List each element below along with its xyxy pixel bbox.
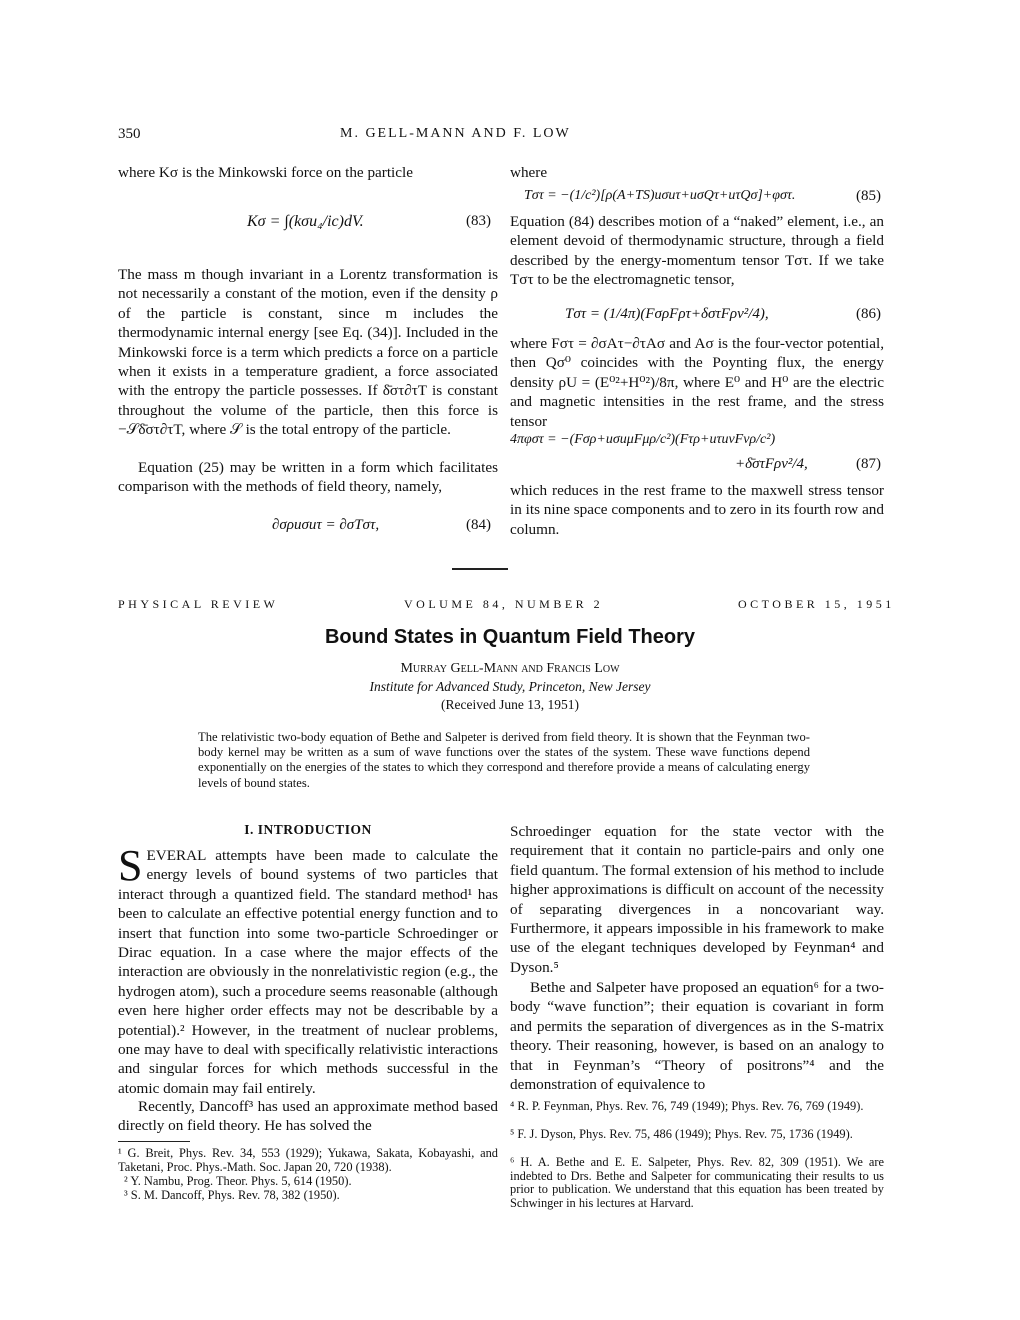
journal-name: PHYSICAL REVIEW [118,597,279,611]
dancoff-paragraph: Recently, Dancoff³ has used an approximate method based directly on field theory. He has solved the [118,1098,498,1135]
minkowski-intro: where Kσ is the Minkowski force on the particle [118,164,413,181]
footnote-2: ² Y. Nambu, Prog. Theor. Phys. 5, 614 (1950). [124,1174,352,1188]
equation-84-number: (84) [466,517,491,533]
article-title: Bound States in Quantum Field Theory [324,626,696,648]
drop-cap: S [118,841,143,890]
intro-paragraph-text: EVERAL attempts have been made to calculate the energy levels of bound systems of two particles that interact through a quantized field. The standard method¹ has been to calculate an effective potential energy function and to insert that function into some two-particle Schroedinger or Dirac equation. In a case where the major effects of the interaction are obviously in the nonrelativistic region (e.g., the hydrogen atom), such a procedure seems reasonable (although even here higher order effects may not be describable by a potential).² However, in the treatment of nuclear problems, one may have to deal with specifically relativistic interactions and singular forces for which methods successful in the atomic domain may fail entirely. [118,847,498,1097]
where-label: where [510,164,548,181]
section-heading: I. INTRODUCTION [244,822,372,837]
equation-83-number: (83) [466,213,491,229]
equation-25-paragraph: Equation (25) may be written in a form which facilitates comparison with the methods of field theory, namely, [118,459,498,496]
naked-element-paragraph: Equation (84) describes motion of a “naked” element, i.e., an element devoid of thermodynamic structure, through a field described by the energy-momentum tensor Tστ. If we take Tστ to be the electromagnetic tensor, [510,213,884,289]
running-title: M. GELL-MANN AND F. LOW [340,126,571,141]
equation-84: ∂σρuσuτ = ∂σTστ, [272,517,380,533]
equation-86: Tστ = (1/4π)(FσρFρτ+δστFρν²/4), [565,306,769,322]
authors: Murray Gell-Mann and Francis Low [400,661,620,676]
footnote-1: ¹ G. Breit, Phys. Rev. 34, 553 (1929); Yukawa, Sakata, Kobayashi, and Taketani, Proc. Phys.-Math. Soc. Japan 20, 720 (1938). [118,1146,498,1174]
intro-paragraph [118,841,498,1098]
footnote-5: ⁵ F. J. Dyson, Phys. Rev. 75, 486 (1949); Phys. Rev. 75, 1736 (1949). [510,1127,853,1141]
equation-87-number: (87) [856,456,881,472]
abstract: The relativistic two-body equation of Bethe and Salpeter is derived from field theory. It is shown that the Feynman two-body kernel may be written as a sum of wave functions over the states of the system. These wave functions depend exponentially on the energies of the states to which they correspond and therefore provide a means of calculating energy levels of bound states. [198,730,810,790]
section-divider [452,568,508,570]
page-number: 350 [118,126,141,142]
equation-86-number: (86) [856,306,881,322]
bethe-salpeter-paragraph: Bethe and Salpeter have proposed an equation⁶ for a two-body “wave function”; their equation is covariant in form and permits the separation of divergences as in the S-matrix theory. Their reasoning, however, is based on an analogy to that in Feynman’s “Theory of positrons”⁴ and the demonstration of equivalence to [510,979,884,1094]
footnote-3: ³ S. M. Dancoff, Phys. Rev. 78, 382 (1950). [124,1188,340,1202]
equation-83: Kσ = ∫(kσu₄/ic)dV. [247,213,364,230]
footnote-6: ⁶ H. A. Bethe and E. E. Salpeter, Phys. Rev. 82, 309 (1951). We are indebted to Drs. Bethe and Salpeter for communicating their results to us prior to publication. We understand that this equation has been treated by Schwinger in his lectures at Harvard. [510,1155,884,1210]
footnote-4: ⁴ R. P. Feynman, Phys. Rev. 76, 749 (1949); Phys. Rev. 76, 769 (1949). [510,1099,864,1113]
schroedinger-paragraph: Schroedinger equation for the state vector with the requirement that it contain no particle-pairs and only one field quantum. The formal extension of his method to include higher approximations is difficult on account of the necessity of separating divergences in a noncovariant way. Furthermore, it appears impossible in his framework to make use of the elegant techniques developed by Feynman⁴ and Dyson.⁵ [510,823,884,976]
volume-number: VOLUME 84, NUMBER 2 [404,597,604,611]
institution: Institute for Advanced Study, Princeton, New Jersey [369,679,651,694]
equation-85-number: (85) [856,188,881,204]
footnote-rule-left [118,1141,190,1142]
equation-87-line1: 4πφστ = −(Fσρ+uσuμFμρ/c²)(Fτρ+uτuνFνρ/c²) [510,432,776,447]
four-vector-paragraph: where Fστ = ∂σAτ−∂τAσ and Aσ is the four-vector potential, then Qσ⁰ coincides with the Poynting flux, the energy density ρU = (E⁰²+H⁰²)/8π, where E⁰ and H⁰ are the electric and magnetic intensities in the rest frame, and the stress tensor [510,335,884,430]
received-date: (Received June 13, 1951) [441,697,579,712]
mass-paragraph: The mass m though invariant in a Lorentz transformation is not necessarily a constant of the motion, even if the density ρ of the particle is constant, since m includes the thermodynamic internal energy [see Eq. (34)]. Included in the Minkowski force is a term which predicts a force on a particle when it exists in a temperature gradient, a force associated with the entropy the particle possesses. If δ̄στ∂τT is constant throughout the volume of the particle, then this force is −𝒮δ̄στ∂τT, where 𝒮 is the total entropy of the particle. [118,266,498,439]
issue-date: OCTOBER 15, 1951 [738,597,895,611]
equation-85: Tστ = −(1/c²)[ρ(A+TS)uσuτ+uσQτ+uτQσ]+φστ. [524,188,796,203]
equation-87-line2: +δ̄στFρν²/4, [735,456,808,472]
maxwell-stress-paragraph: which reduces in the rest frame to the maxwell stress tensor in its nine space components and to zero in its fourth row and column. [510,482,884,538]
